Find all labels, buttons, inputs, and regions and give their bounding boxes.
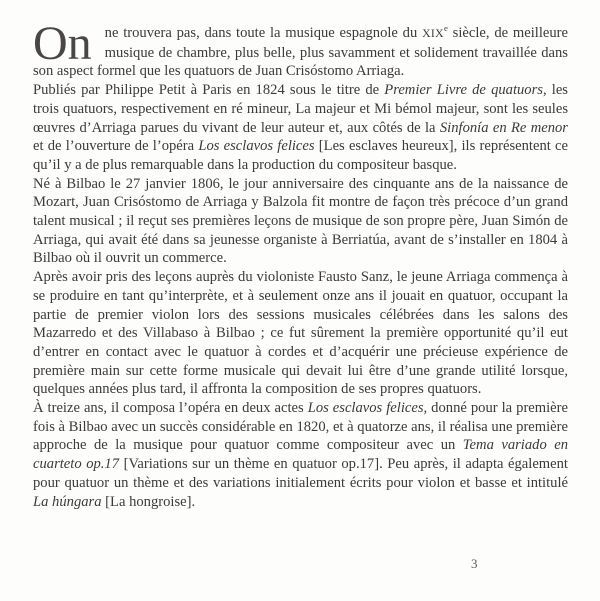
drop-cap: On [33, 17, 92, 70]
text-run: Tema variado en cuarteto op.17 [33, 437, 568, 473]
text-run: Sinfonía en Re menor [439, 119, 568, 136]
text-run: XIX [422, 27, 445, 40]
text-run: La húngara [33, 493, 102, 510]
paragraph [33, 17, 568, 81]
text-run: Après avoir pris des leçons auprès du violoniste Fausto Sanz, le jeune Arriaga commença à se produire en tant qu’interprète, et à seulement onze ans il jouait en quatuor, occupant la partie de premier violon lors des sessions musicales célébrées dans les salons des Mazarredo et des Villabaso à Bilbao ; ce fut sûrement la première opportunité qu’il eut d’entrer en contact avec le quatuor à cordes et d’acquérir une précieuse expérience de première main sur cette forme musicale qui devait lui être d’une grande utilité lorsque, quelques années plus tard, il affronta la composition de ses propres quatuors. [33, 269, 568, 398]
text-run: [Variations sur un thème en quatuor op.17]. Peu après, il adapta également pour quatuor un thème et des variations initialement écrits pour violon et basse et intitulé [33, 456, 568, 491]
paragraph [33, 81, 568, 175]
text-run: , les trois quatuors, respectivement en ré mineur, La majeur et Mi bémol majeur, sont les seules œuvres d’Arriaga parues du vivant de leur auteur et, aux côtés de la [33, 82, 568, 136]
page-number: 3 [471, 556, 478, 571]
text-run: [Les esclaves heureux], ils représentent ce qu’il y a de plus remarquable dans la production du compositeur basque. [33, 138, 568, 173]
text-run: À treize ans, il composa l’opéra en deux actes [33, 400, 308, 417]
text-run: ne trouvera pas, dans toute la musique espagnole du [104, 25, 423, 41]
paragraph [33, 175, 568, 269]
paragraph [33, 268, 568, 399]
text-run: [La hongroise]. [101, 493, 196, 510]
text-run: Premier Livre de quatuors [384, 82, 543, 99]
text-run: e [444, 23, 448, 34]
text-run: Né à Bilbao le 27 janvier 1806, le jour anniversaire des cinquante ans de la naissance de Mozart, Juan Crisóstomo de Arriaga y Balzola fit montre de façon très précoce d’un grand talent musical ; il reçut ses premières leçons de musique de son propre père, Juan Simón de Arriaga, qui avait été dans sa jeunesse organiste à Berriatúa, avant de s’installer en 1804 à Bilbao où il ouvrit un commerce. [33, 175, 568, 267]
text-run: siècle, de meilleure musique de chambre, plus belle, plus savamment et solidement travaillée dans son aspect formel que les quatuors de Juan Crisóstomo Arriaga. [33, 25, 568, 80]
text-run: , donné pour la première fois à Bilbao avec un succès considérable en 1820, et à quatorze ans, il réalisa une première approche de la musique pour quatuor comme compositeur avec un [33, 400, 569, 454]
text-run: Publiés par Philippe Petit à Paris en 1824 sous le titre de [33, 82, 385, 99]
text-run: Los esclavos felices [307, 400, 424, 417]
text-run: et de l’ouverture de l’opéra [33, 138, 199, 155]
body-text [33, 17, 569, 511]
paragraph [33, 399, 568, 511]
text-run: Los esclavos felices [198, 138, 315, 155]
